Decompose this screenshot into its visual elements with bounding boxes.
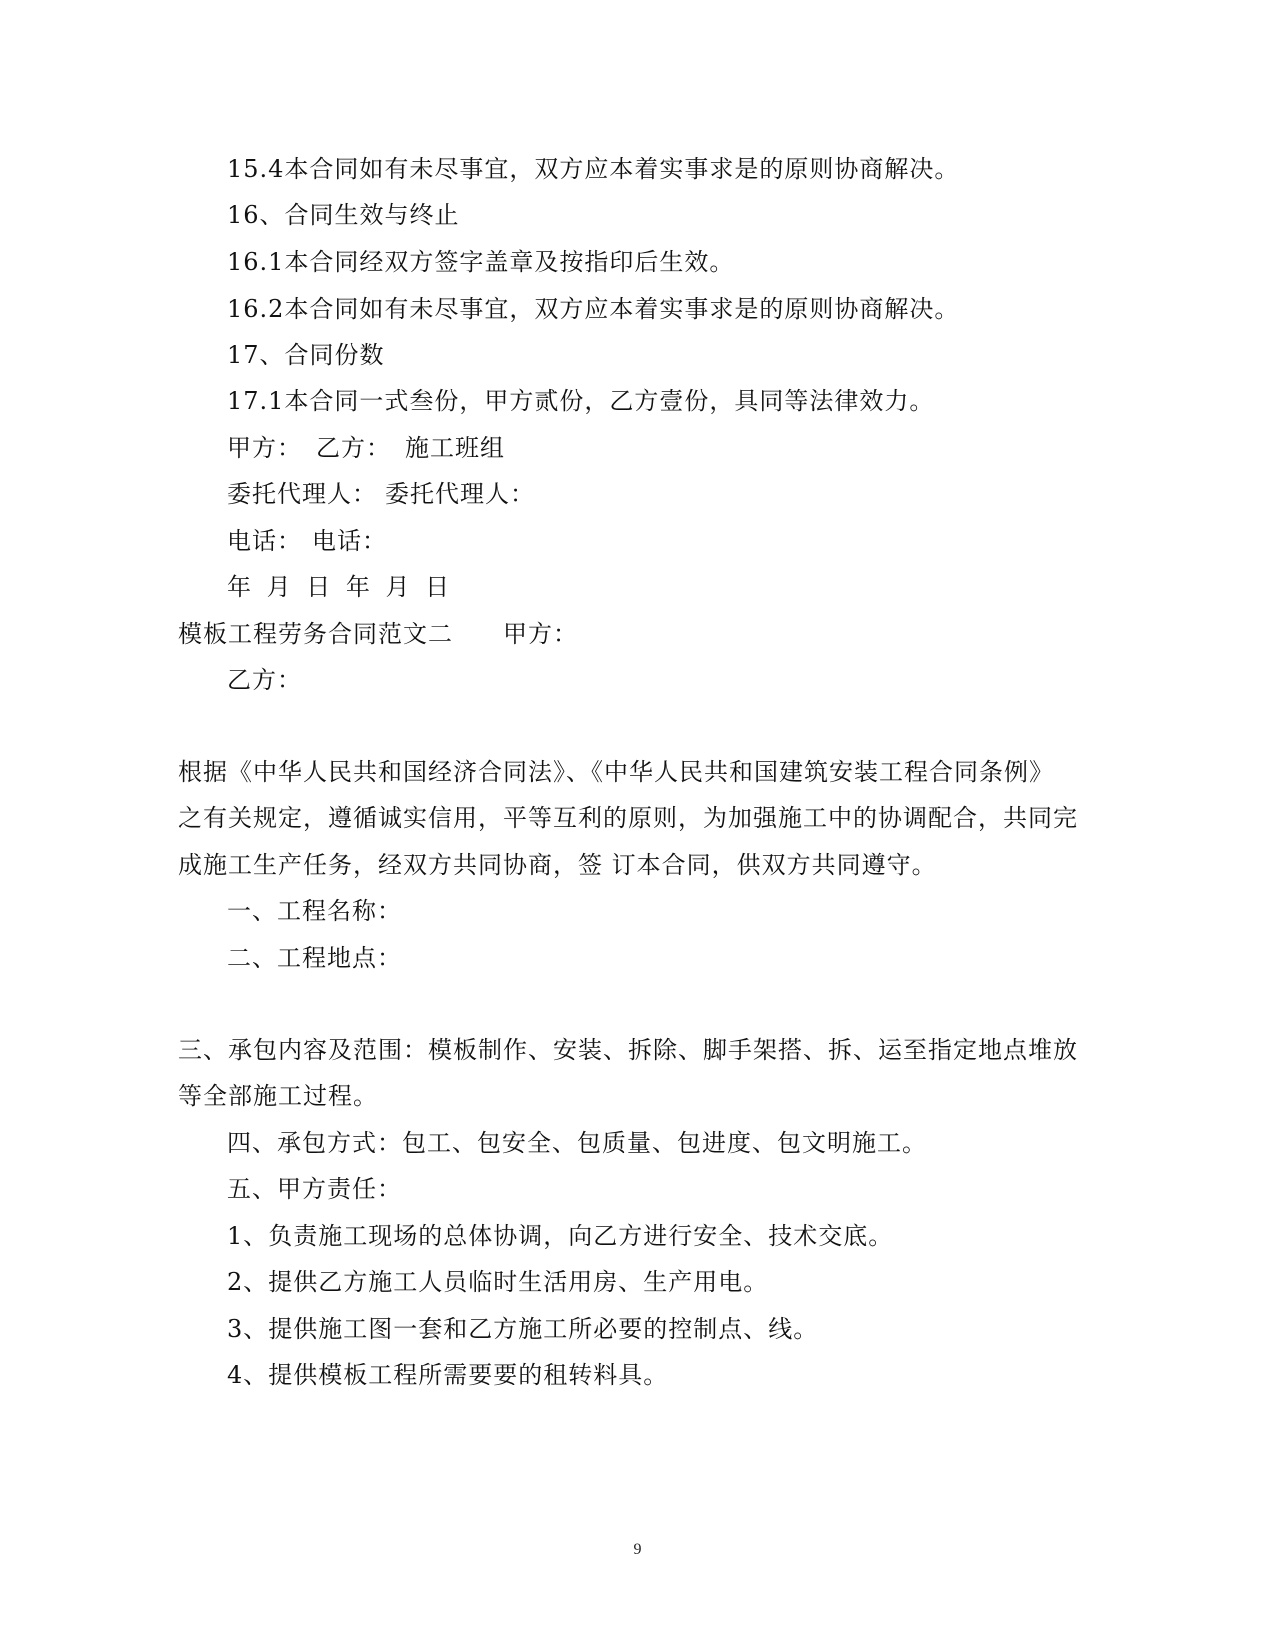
preamble-line-1: 根据《中华人民共和国经济合同法》、《中华人民共和国建筑安装工程合同条例》 xyxy=(178,758,1054,786)
scope-line-1: 三、承包内容及范围：模板制作、安装、拆除、脚手架搭、拆、运至指定地点堆放 xyxy=(178,1036,1078,1064)
second-contract-party-b: 乙方： xyxy=(227,666,302,694)
second-contract-heading xyxy=(178,619,578,649)
clause-16-heading: 16、合同生效与终止 xyxy=(227,201,460,229)
contract-mode: 四、承包方式：包工、包安全、包质量、包进度、包文明施工。 xyxy=(227,1129,927,1157)
party-a-duty-1: 1、负责施工现场的总体协调，向乙方进行安全、技术交底。 xyxy=(227,1222,894,1250)
page-number: 9 xyxy=(633,1541,642,1558)
signature-agents xyxy=(227,479,535,509)
signature-phone-a: 电话： xyxy=(227,527,302,555)
signature-dates: 年 月 日 年 月 日 xyxy=(227,573,451,601)
signature-phones xyxy=(227,526,387,556)
party-a-duties-title: 五、甲方责任： xyxy=(227,1175,402,1203)
signature-party-a: 甲方： xyxy=(227,434,302,462)
preamble-line-2: 之有关规定，遵循诚实信用，平等互利的原则，为加强施工中的协调配合，共同完 xyxy=(178,804,1078,832)
preamble-line-3: 成施工生产任务，经双方共同协商，签 订本合同，供双方共同遵守。 xyxy=(178,851,937,879)
project-location: 二、工程地点： xyxy=(227,944,402,972)
signature-agent-b: 委托代理人： xyxy=(385,480,535,508)
party-a-duty-3: 3、提供施工图一套和乙方施工所必要的控制点、线。 xyxy=(227,1315,819,1343)
party-a-duty-2: 2、提供乙方施工人员临时生活用房、生产用电。 xyxy=(227,1268,769,1296)
clause-15-4: 15.4本合同如有未尽事宜，双方应本着实事求是的原则协商解决。 xyxy=(227,155,960,183)
project-name: 一、工程名称： xyxy=(227,897,402,925)
signature-team: 施工班组 xyxy=(405,434,505,462)
signature-parties xyxy=(227,433,505,463)
signature-phone-b: 电话： xyxy=(312,527,387,555)
second-contract-party-a: 甲方： xyxy=(503,620,578,648)
clause-16-2: 16.2本合同如有未尽事宜，双方应本着实事求是的原则协商解决。 xyxy=(227,295,960,323)
signature-party-b: 乙方： xyxy=(316,434,391,462)
clause-16-1: 16.1本合同经双方签字盖章及按指印后生效。 xyxy=(227,248,735,276)
clause-17-1: 17.1本合同一式叁份，甲方贰份，乙方壹份，具同等法律效力。 xyxy=(227,387,935,415)
party-a-duty-4: 4、提供模板工程所需要要的租转料具。 xyxy=(227,1361,669,1389)
second-contract-title: 模板工程劳务合同范文二 xyxy=(178,620,453,648)
signature-agent-a: 委托代理人： xyxy=(227,480,377,508)
clause-17-heading: 17、合同份数 xyxy=(227,341,385,369)
scope-line-2: 等全部施工过程。 xyxy=(178,1082,378,1110)
